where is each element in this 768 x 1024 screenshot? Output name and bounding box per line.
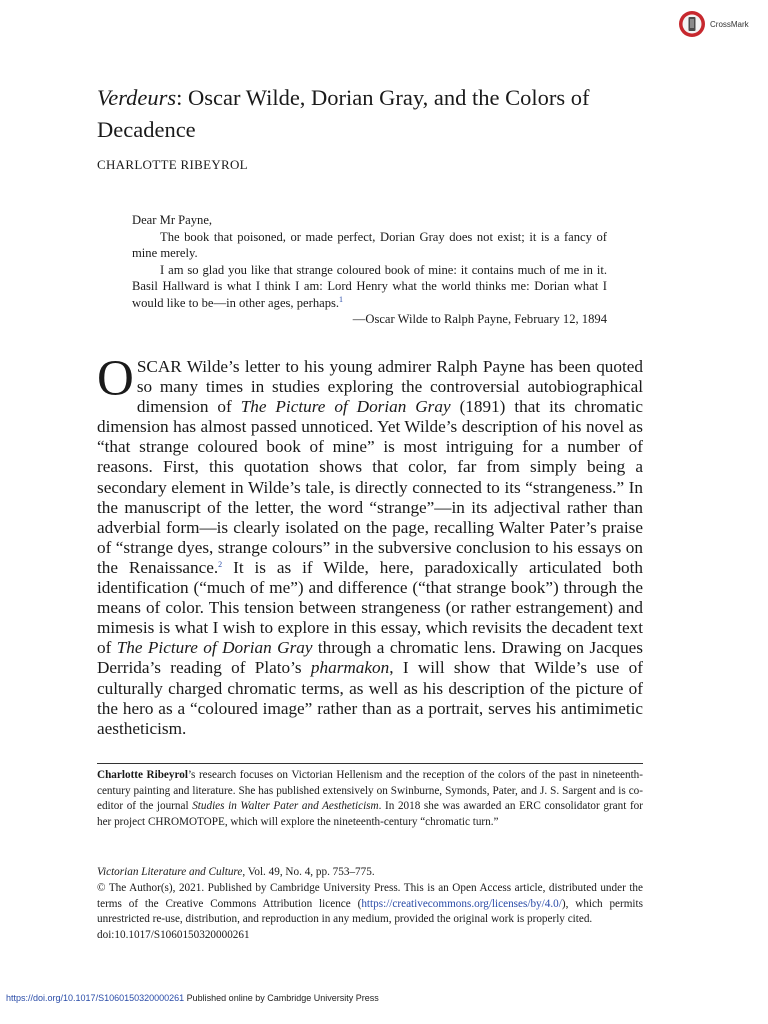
body-paragraph <box>97 351 643 739</box>
journal-citation <box>97 865 643 881</box>
term-italic: pharmakon <box>310 658 390 678</box>
epigraph-paragraph <box>132 262 607 312</box>
epigraph-text: I am so glad you like that strange coloured book of mine: it contains much of me in it. Basil Hallward is what I think I am: Lord Henry what the world thinks me: Dorian what I would like to be—in other ages, perhaps. <box>132 262 607 310</box>
body-text: It is as if Wilde, here, paradoxically articulated both identification (“much of me”) and difference (“that strange book”) through the means of color. This tension between strangeness (or rather estrangement) and mimesis is what I wish to explore in this essay, which revisits the decadent text of <box>97 557 643 658</box>
author-bio <box>97 768 643 830</box>
book-title: The Picture of Dorian Gray <box>116 638 313 658</box>
epigraph-attribution: —Oscar Wilde to Ralph Payne, February 12, 1894 <box>352 312 607 326</box>
footer-doi-link[interactable]: https://doi.org/10.1017/S1060150320000261 <box>6 993 185 1003</box>
license-text: ), which permits unrestricted re-use, distribution, and reproduction in any medium, provided the original work is properly cited. <box>97 897 643 926</box>
drop-cap: O <box>97 351 134 407</box>
license-statement <box>97 881 643 928</box>
author-name: CHARLOTTE RIBEYROL <box>97 157 248 172</box>
body-text: (1891) that its chromatic dimension has almost passed unnoticed. Yet Wilde’s description of his novel as “that strange coloured book of mine” is most intriguing for a number of reasons. First, this quotation shows that color, far from simply being a secondary element in Wilde’s tale, is directly connected to its “strangeness.” In the manuscript of the letter, the word “strange”—in its adjectival rather than adverbial form—is clearly isolated on the page, recalling Walter Pater’s praise of “strange dyes, strange colours” in the subversive conclusion to his essays on the Renaissance. <box>97 397 643 577</box>
footnote-divider <box>97 763 643 764</box>
bio-text: ’s research focuses on Victorian Hellenism and the reception of the colors of the past in nineteenth-century painting and literature. She has published extensively on Swinburne, Symonds, Pater, and J. S. Sargent and is co-editor of the journal <box>97 769 643 812</box>
bio-text: . In 2018 she was awarded an ERC consolidator grant for her project CHROMOTOPE, which will explore the nineteenth-century “chromatic turn.” <box>97 800 643 828</box>
body-text: SCAR Wilde’s letter to his young admirer Ralph Payne has been quoted so many times in studies exploring the controversial autobiographical dimension of <box>136 357 643 417</box>
body-text: , I will show that Wilde’s use of culturally charged chromatic terms, as well as his description of the picture of the hero as a “coloured image” rather than as a portrait, serves his antimimetic aestheticism. <box>97 658 643 738</box>
license-text: © The Author(s), 2021. Published by Cambridge University Press. This is an Open Access article, distributed under the terms of the Creative Commons Attribution licence ( <box>97 881 643 910</box>
epigraph-paragraph: The book that poisoned, or made perfect, Dorian Gray does not exist; it is a fancy of mine merely. <box>132 229 607 260</box>
crossmark-icon <box>678 10 706 38</box>
journal-name: Victorian Literature and Culture <box>97 866 243 878</box>
epigraph-salutation: Dear Mr Payne, <box>132 213 213 227</box>
license-link[interactable]: https://creativecommons.org/licenses/by/4.0/ <box>361 897 562 910</box>
title-rest: : Oscar Wilde, Dorian Gray, and the Colors of Decadence <box>97 85 590 142</box>
journal-volume: , Vol. 49, No. 4, pp. 753–775. <box>242 866 375 878</box>
journal-info <box>97 865 643 944</box>
article-doi: doi:10.1017/S1060150320000261 <box>97 929 250 942</box>
footnote-ref-2[interactable]: 2 <box>218 559 223 569</box>
bio-journal: Studies in Walter Pater and Aestheticism <box>192 800 379 812</box>
book-title: The Picture of Dorian Gray <box>240 397 451 417</box>
footnote-ref-1[interactable]: 1 <box>339 294 344 304</box>
title-italic: Verdeurs <box>97 85 177 110</box>
bio-name: Charlotte Ribeyrol <box>97 769 188 781</box>
epigraph <box>132 212 607 328</box>
footer-published: Published online by Cambridge University Press <box>184 993 379 1003</box>
crossmark-label: CrossMark <box>710 19 749 29</box>
body-text: through a chromatic lens. Drawing on Jacques Derrida’s reading of Plato’s <box>97 638 643 678</box>
article-title <box>97 82 657 146</box>
crossmark-badge[interactable] <box>678 10 749 38</box>
page-footer <box>6 993 379 1003</box>
